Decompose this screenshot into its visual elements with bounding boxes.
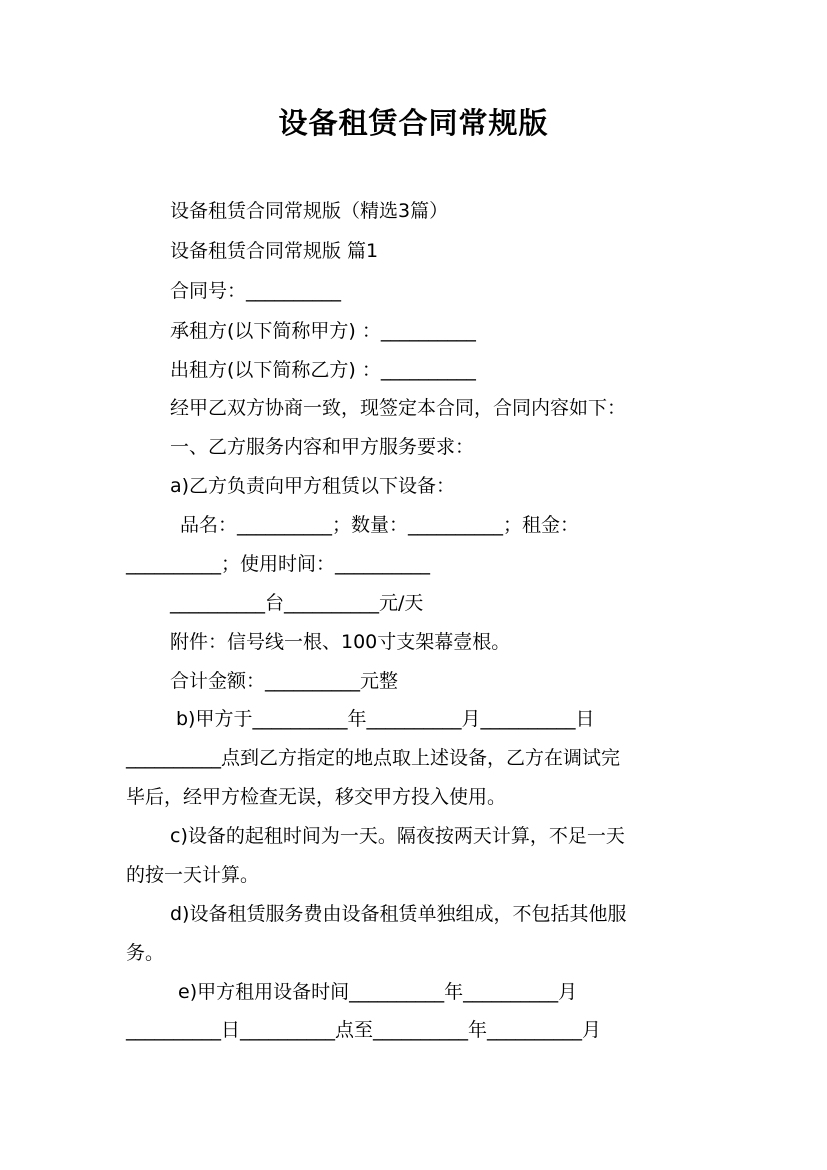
clause-e-line: e)甲方租用设备时间__________年__________月 [178,981,578,1003]
unit-price-line: __________台__________元/天 [170,592,424,614]
agreement-intro-line: 经甲乙双方协商一致，现签定本合同，合同内容如下： [170,397,627,419]
clause-b-continued-1: __________点到乙方指定的地点取上述设备，乙方在调试完 [126,747,621,769]
clause-d-line: d)设备租赁服务费由设备租赁单独组成，不包括其他服 [170,903,627,925]
clause-one-heading: 一、乙方服务内容和甲方服务要求： [170,436,475,458]
lessor-line: 出租方(以下简称乙方) ：__________ [170,359,476,381]
equipment-details-continued: __________；使用时间：__________ [126,553,431,575]
subtitle-line: 设备租赁合同常规版（精选3篇） [170,200,449,222]
clause-e-continued: __________日__________点至__________年__________月 [126,1019,602,1041]
clause-b-continued-2: 毕后，经甲方检查无误，移交甲方投入使用。 [126,786,507,808]
clause-c-line: c)设备的起租时间为一天。隔夜按两天计算，不足一天 [170,825,625,847]
clause-d-continued: 务。 [126,942,165,964]
lessee-line: 承租方(以下简称甲方) ：__________ [170,320,476,342]
contract-number-line: 合同号：__________ [170,280,342,302]
attachments-line: 附件：信号线一根、100寸支架幕壹根。 [170,631,511,653]
clause-c-continued: 的按一天计算。 [126,864,260,886]
document-title: 设备租赁合同常规版 [278,106,549,140]
clause-b-line: b)甲方于__________年__________月__________日 [176,708,595,730]
equipment-details-line: 品名：__________；数量：__________；租金： [180,514,580,536]
section-heading: 设备租赁合同常规版 篇1 [170,240,379,262]
clause-a-line: a)乙方负责向甲方租赁以下设备： [170,475,456,497]
total-amount-line: 合计金额：__________元整 [170,670,399,692]
